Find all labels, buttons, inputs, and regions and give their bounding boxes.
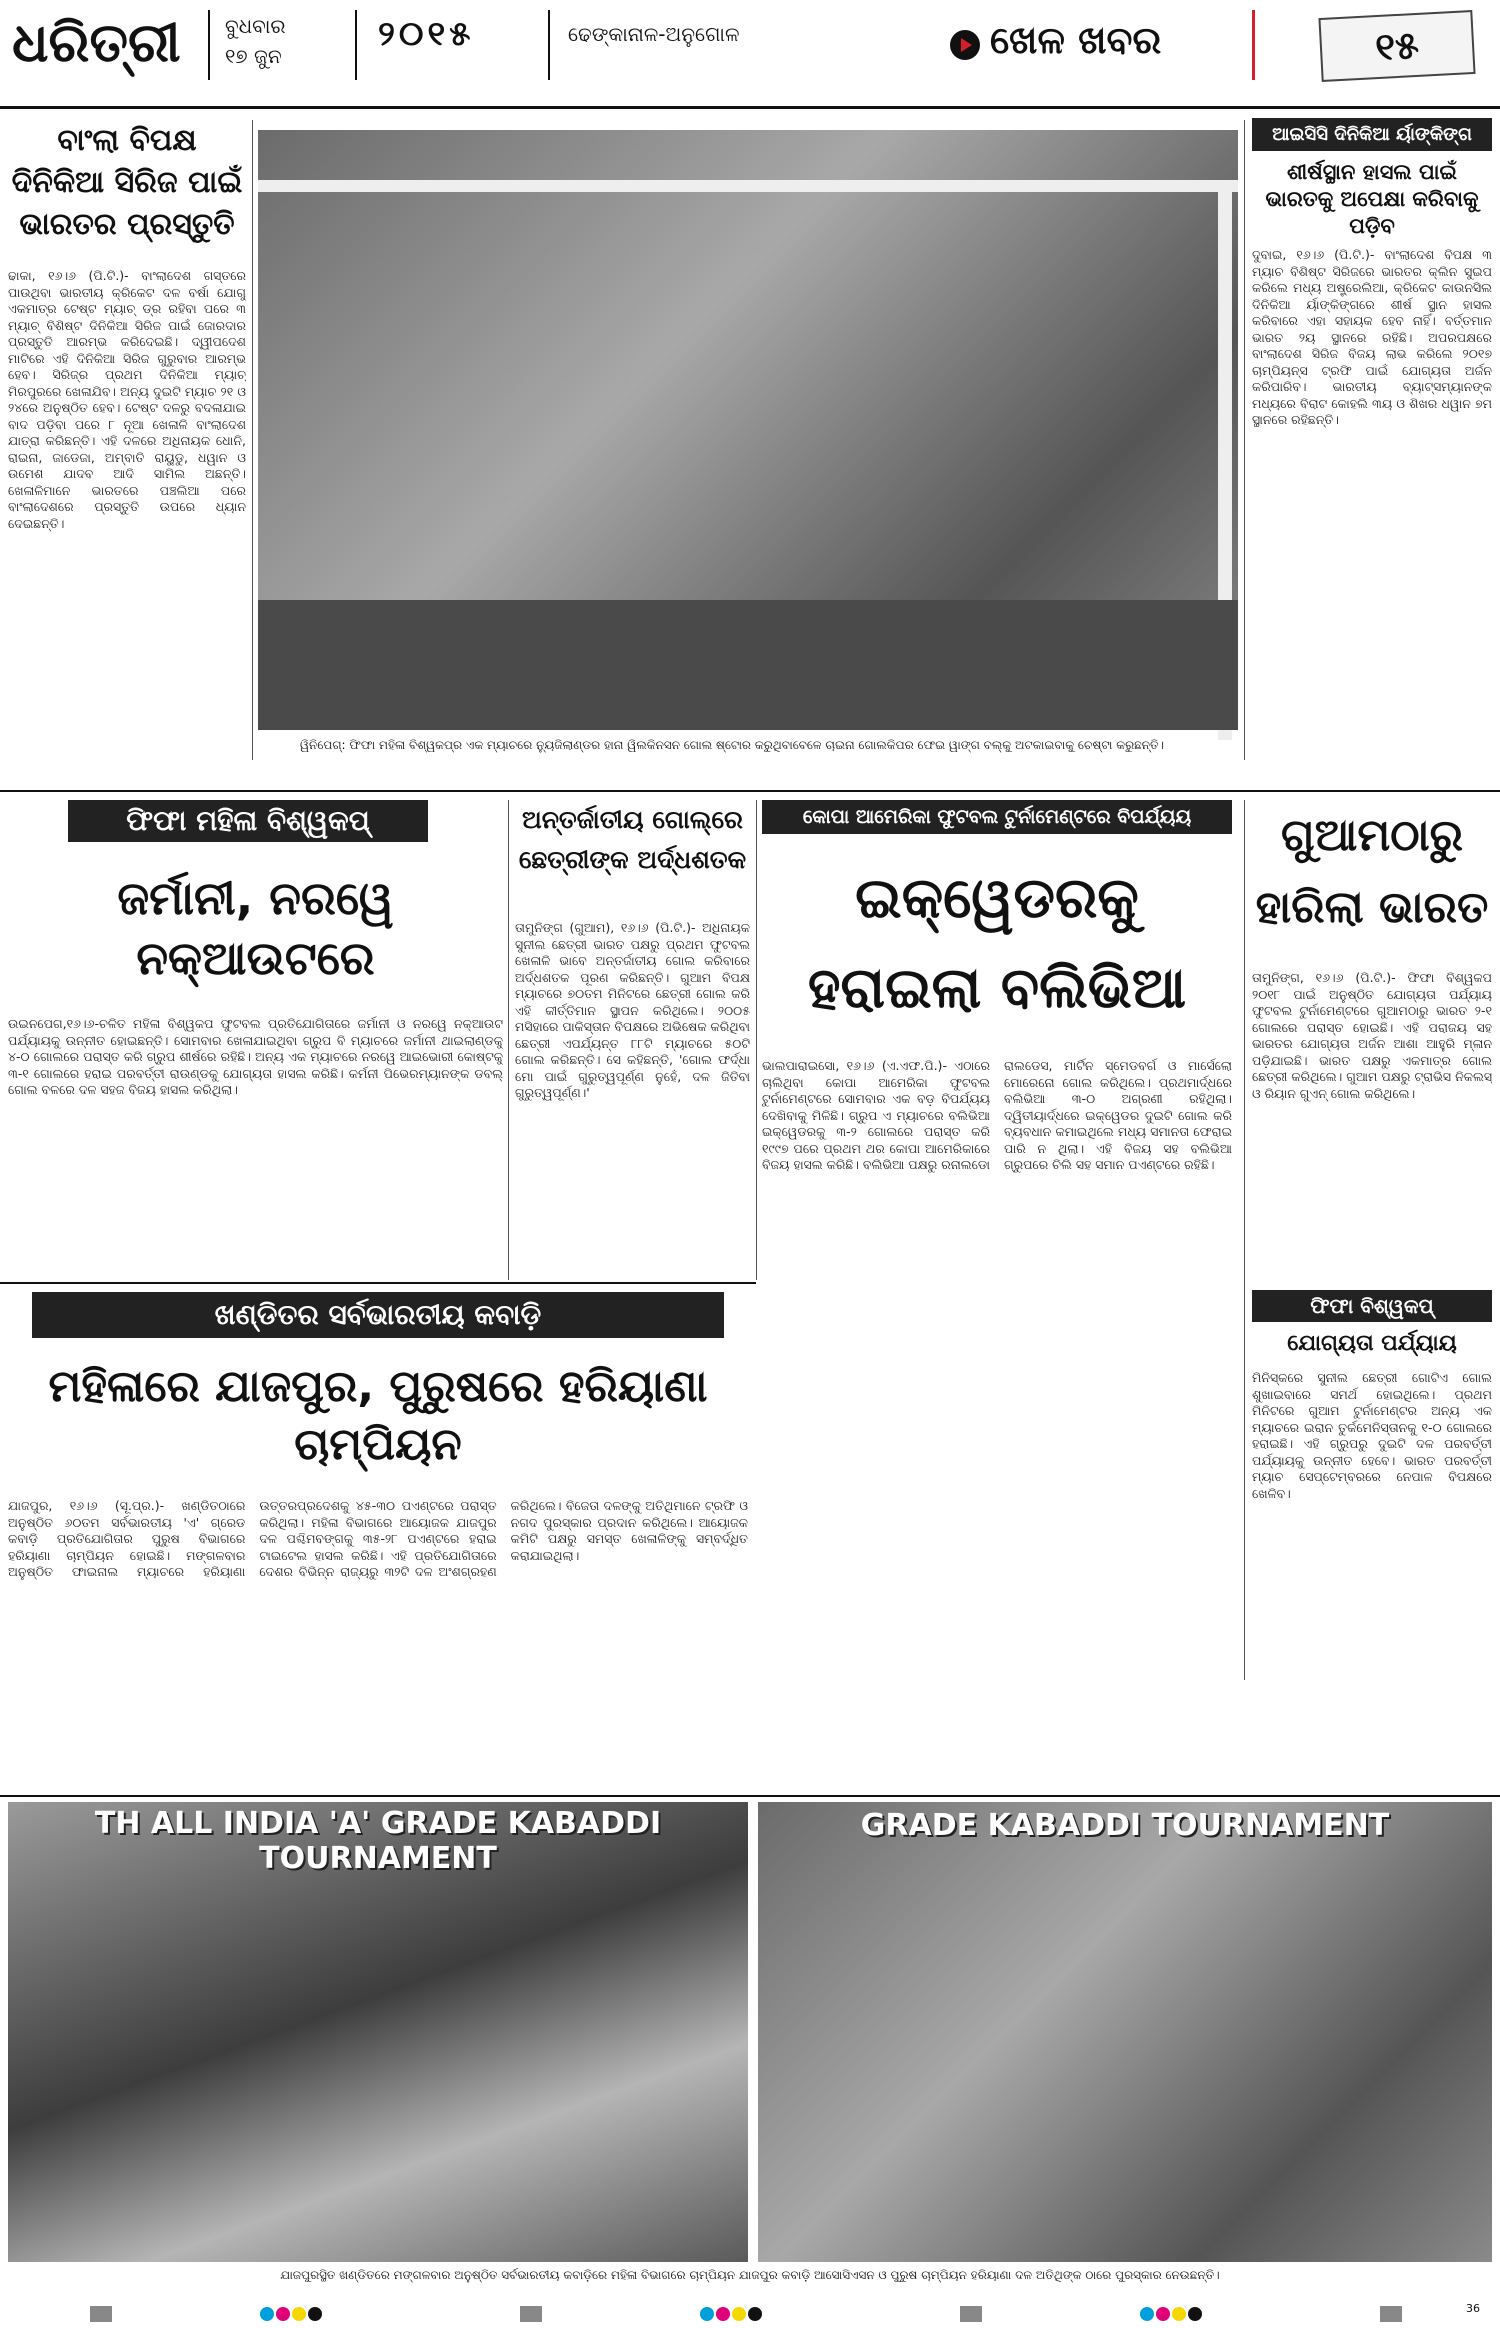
banner-text: GRADE KABADDI TOURNAMENT <box>860 1808 1390 1843</box>
story-icc <box>1252 118 1492 778</box>
photo-kabaddi-women <box>8 1802 748 2262</box>
article-body: ତାମୁନିଙ୍ଗ (ଗୁଆମ), ୧୬।୬ (ପି.ଟି.)- ଅଧିନାୟକ ସୁନୀଲ ଛେତ୍ରୀ ଭାରତ ପକ୍ଷରୁ ପ୍ରଥମ ଫୁଟବଲ ଖେଳାଳି ଭାବେ ଅନ୍ତର୍ଜାତୀୟ ଗୋଲ କରିବାରେ ଅର୍ଦ୍ଧଶତକ ପୂରଣ କରିଛନ୍ତି। ଗୁଆମ ବିପକ୍ଷ ମ୍ୟାଚରେ ୭୦ତମ ମିନିଟରେ ଛେତ୍ରୀ ଗୋଲ କରି ଏହି କୀର୍ତ୍ତିମାନ ସ୍ଥାପନ କରିଥିଲେ। ୨୦୦୫ ମସିହାରେ ପାକିସ୍ତାନ ବିପକ୍ଷରେ ଅଭିଷେକ କରିଥିବା ଛେତ୍ରୀ ଏପର୍ଯ୍ୟନ୍ତ ୮୮ଟି ମ୍ୟାଚରେ ୫୦ଟି ଗୋଲ କରିଛନ୍ତି। ସେ କହିଛନ୍ତି, 'ଗୋଲ ଫର୍ଦ୍ଧା ମୋ ପାଇଁ ଗୁରୁତ୍ୱପୂର୍ଣ୍ଣ ନୁହେଁ, ଦଳ ଜିତିବା ଗୁରୁତ୍ୱପୂର୍ଣ୍ଣ।' <box>515 920 750 1100</box>
goal-frame <box>258 180 1238 192</box>
section-name: ଖେଳ ଖବର <box>990 18 1162 62</box>
headline: ଶୀର୍ଷସ୍ଥାନ ହାସଲ ପାଇଁ ଭାରତକୁ ଅପେକ୍ଷା କରିବାକୁ ପଡ଼ିବ <box>1265 160 1479 238</box>
issue-day: ବୁଧବାର <box>225 14 286 38</box>
page-number: ୧୫ <box>1374 22 1420 70</box>
masthead <box>0 0 1500 100</box>
photo-caption: ୱିନିପେଗ୍: ଫିଫା ମହିଳା ବିଶ୍ୱକପ୍ର ଏକ ମ୍ୟାଚରେ ନ୍ୟୁଜିଲାଣ୍ଡର ହାନା ୱିଲକିନସନ ଗୋଲ ଷ୍ଟୋର କରୁଥିବାବେଳେ ଚାଇନା ଗୋଲକିପର ଫେଇ ୱାଙ୍ଗ ବଲ୍କୁ ଅଟକାଇବାକୁ ଚେଷ୍ଟା କରୁଛନ୍ତି। <box>300 738 1164 752</box>
story-fifa-qualifier <box>1252 1290 1492 1690</box>
headline: ଇକ୍ୱେଡରକୁ ହରାଇଲା ବଲିଭିଆ <box>807 866 1187 1021</box>
headline: ମହିଳାରେ ଯାଜପୁର, ପୁରୁଷରେ ହରିୟାଣା ଚାମ୍ପିୟନ <box>48 1361 708 1470</box>
headline: ବାଂଲା ବିପକ୍ଷ ଦିନିକିଆ ସିରିଜ ପାଇଁ ଭାରତର ପ୍ରସ୍ତୁତି <box>11 123 243 242</box>
kicker: ଫିଫା ମହିଳା ବିଶ୍ୱକପ୍ <box>68 800 428 842</box>
article-body: ଦୁବାଇ, ୧୬।୬ (ପି.ଟି.)- ବାଂଲାଦେଶ ବିପକ୍ଷ ୩ ମ୍ୟାଚ ବିଶିଷ୍ଟ ସିରିଜରେ ଭାରତର କ୍ଲିନ ସୁଇପ କରିଲେ ମଧ୍ୟ ଅଷ୍ଟ୍ରେଲିଆ, କ୍ରିକେଟ କାଉନସିଲ ଦିନିକିଆ ର୍ୟାଙ୍କିଙ୍ଗରେ ଶୀର୍ଷ ସ୍ଥାନ ହାସଲ କରିବାରେ ଏହା ସହାୟକ ହେବ ନାହିଁ। ବର୍ତ୍ତମାନ ଭାରତ ୨ୟ ସ୍ଥାନରେ ରହିଛି। ଅପରପକ୍ଷରେ ବାଂଲାଦେଶ ସିରିଜ ବିଜୟ ଲାଭ କରିଲେ ୨୦୧୭ ଚାମ୍ପିୟନ୍ସ ଟ୍ରଫି ପାଇଁ ଯୋଗ୍ୟତା ଅର୍ଜନ କରିପାରିବ। ଭାରତୀୟ ବ୍ୟାଟ୍ସମ୍ୟାନଙ୍କ ମଧ୍ୟରେ ବିରାଟ କୋହଲି ୩ୟ ଓ ଶିଖର ଧୱାନ ୭ମ ସ୍ଥାନରେ ରହିଛନ୍ତି। <box>1252 247 1492 427</box>
article-body: ଭାଲପାରାଇସୋ, ୧୬।୬ (ଏ.ଏଫ.ପି.)- ଏଠାରେ ଚାଲିଥିବା କୋପା ଆମେରିକା ଫୁଟବଲ ଟୁର୍ନାମେଣ୍ଟରେ ସୋମବାର ଏକ ବଡ଼ ବିପର୍ଯ୍ୟୟ ଦେଖିବାକୁ ମିଳିଛି। ଗ୍ରୁପ ଏ ମ୍ୟାଚରେ ବଲିଭିଆ ଇକ୍ୱେଡରକୁ ୩-୨ ଗୋଲରେ ପରାସ୍ତ କରି ୧୯୯୭ ପରେ ପ୍ରଥମ ଥର କୋପା ଆମେରିକାରେ ବିଜୟ ହାସଲ କରିଛି। ବଲିଭିଆ ପକ୍ଷରୁ ରନାଲଡୋ ରାଲଡେସ, ମାର୍ଟିନ ସ୍ମେଡବର୍ଗ ଓ ମାର୍ସେଲୋ ମୋରେନୋ ଗୋଲ କରିଥିଲେ। ପ୍ରଥମାର୍ଦ୍ଧରେ ବଲିଭିଆ ୩-୦ ଅଗ୍ରଣୀ ରହିଥିଲା। ଦ୍ୱିତୀୟାର୍ଦ୍ଧରେ ଇକ୍ୱେଡର ଦୁଇଟି ଗୋଲ କରି ବ୍ୟବଧାନ କମାଇଥିଲେ ମଧ୍ୟ ସମାନତା ଫେରାଇ ପାରି ନ ଥିଲା। ଏହି ବିଜୟ ସହ ବଲିଭିଆ ଗ୍ରୁପରେ ଚିଲି ସହ ସମାନ ପଏଣ୍ଟରେ ରହିଛି। <box>762 1058 1232 1172</box>
story-bangla <box>8 120 246 770</box>
kicker: ଖଣ୍ଡିତର ସର୍ବଭାରତୀୟ କବାଡ଼ି <box>32 1292 724 1338</box>
pitch <box>258 600 1238 730</box>
play-icon <box>950 30 980 60</box>
issue-date: ୧୭ ଜୁନ <box>225 44 282 68</box>
photo-women-world-cup <box>258 130 1238 730</box>
headline: ଜର୍ମାନୀ, ନରୱେ ନକ୍ଆଉଟରେ <box>117 871 394 985</box>
black-mark <box>308 2307 322 2321</box>
article-body: ମିନିସ୍କରେ ସୁନୀଲ ଛେତ୍ରୀ ଗୋଟିଏ ଗୋଲ ଶୁଖାଇବାରେ ସମର୍ଥ ହୋଇଥିଲେ। ପ୍ରଥମ ମିନିଟରେ ଗୁଆମ ଟୁର୍ନାମେଣ୍ଟର ଅନ୍ୟ ଏକ ମ୍ୟାଚରେ ଇରାନ ତୁର୍କମେନିସ୍ତାନକୁ ୧-୦ ଗୋଲରେ ହରାଇଛି। ଏହି ଗ୍ରୁପରୁ ଦୁଇଟି ଦଳ ପରବର୍ତ୍ତୀ ପର୍ଯ୍ୟାୟକୁ ଉନ୍ନୀତ ହେବେ। ଭାରତ ପରବର୍ତ୍ତୀ ମ୍ୟାଚ ସେପ୍ଟେମ୍ବରରେ ନେପାଳ ବିପକ୍ଷରେ ଖେଳିବ। <box>1252 1370 1492 1501</box>
issue-year: ୨୦୧୫ <box>378 14 475 54</box>
photo-kabaddi-men <box>758 1802 1492 2262</box>
headline: ଅନ୍ତର୍ଜାତୀୟ ଗୋଲ୍ରେ ଛେତ୍ରୀଙ୍କ ଅର୍ଦ୍ଧଶତକ <box>518 805 747 874</box>
page-number-box <box>1318 10 1475 82</box>
cyan-mark <box>260 2307 274 2321</box>
headline: ଯୋଗ୍ୟତା ପର୍ଯ୍ୟାୟ <box>1287 1331 1457 1356</box>
story-guam <box>1252 800 1492 1280</box>
story-germany <box>8 800 503 1270</box>
folio: 36 <box>1466 2302 1480 2315</box>
article-body: ଯାଜପୁର, ୧୬।୬ (ସୂ.ପ୍ର.)- ଖଣ୍ଡିତଠାରେ ଅନୁଷ୍ଠିତ ୬୦ତମ ସର୍ବଭାରତୀୟ 'ଏ' ଗ୍ରେଡ କବାଡ଼ି ପ୍ରତିଯୋଗିତାର ପୁରୁଷ ବିଭାଗରେ ହରିୟାଣା ଚାମ୍ପିୟନ ହୋଇଛି। ମଙ୍ଗଳବାର ଅନୁଷ୍ଠିତ ଫାଇନାଲ ମ୍ୟାଚରେ ହରିୟାଣା ଉତ୍ତରପ୍ରଦେଶକୁ ୪୫-୩୦ ପଏଣ୍ଟରେ ପରାସ୍ତ କରିଥିଲା। ମହିଳା ବିଭାଗରେ ଆୟୋଜକ ଯାଜପୁର ଦଳ ପଶ୍ଚିମବଙ୍ଗକୁ ୩୫-୨୮ ପଏଣ୍ଟରେ ହରାଇ ଟାଇଟେଲ ହାସଲ କରିଛି। ଏହି ପ୍ରତିଯୋଗିତାରେ ଦେଶର ବିଭିନ୍ନ ରାଜ୍ୟରୁ ୩୨ଟି ଦଳ ଅଂଶଗ୍ରହଣ କରିଥିଲେ। ବିଜେତା ଦଳଙ୍କୁ ଅତିଥିମାନେ ଟ୍ରଫି ଓ ନଗଦ ପୁରସ୍କାର ପ୍ରଦାନ କରିଥିଲେ। ଆୟୋଜକ କମିଟି ପକ୍ଷରୁ ସମସ୍ତ ଖେଳାଳିଙ୍କୁ ସମ୍ବର୍ଦ୍ଧିତ କରାଯାଇଥିଲା। <box>8 1498 748 1579</box>
story-copa <box>762 800 1232 1680</box>
magenta-mark <box>276 2307 290 2321</box>
kabaddi-photo-caption: ଯାଜପୁରସ୍ଥିତ ଖଣ୍ଡିତରେ ମଙ୍ଗଳବାର ଅନୁଷ୍ଠିତ ସର୍ବଭାରତୀୟ କବାଡ଼ିରେ ମହିଳା ବିଭାଗରେ ଚାମ୍ପିୟନ ଯାଜପୁର କବାଡ଼ି ଆସୋସିଏସନ ଓ ପୁରୁଷ ଚାମ୍ପିୟନ ହରିୟାଣା ଦଳ ଅତିଥିଙ୍କ ଠାରେ ପୁରସ୍କାର ନେଉଛନ୍ତି। <box>280 2268 1220 2282</box>
kicker: ଆଇସିସି ଦିନିକିଆ ର୍ୟାଙ୍କିଙ୍ଗ <box>1252 118 1492 151</box>
article-body: ତାମୁନିଙ୍ଗ, ୧୬।୬ (ପି.ଟି.)- ଫିଫା ବିଶ୍ୱକପ ୨୦୧୮ ପାଇଁ ଅନୁଷ୍ଠିତ ଯୋଗ୍ୟତା ପର୍ଯ୍ୟାୟ ଫୁଟବଲ ଟୁର୍ନାମେଣ୍ଟରେ ଗୁଆମଠାରୁ ଭାରତ ୨-୧ ଗୋଲରେ ପରାସ୍ତ ହୋଇଛି। ଏହି ପରାଜୟ ସହ ଭାରତର ଯୋଗ୍ୟତା ଅର୍ଜନ ଆଶା ଆହୁରି ମ୍ଳାନ ପଡ଼ିଯାଇଛି। ଭାରତ ପକ୍ଷରୁ ଏକମାତ୍ର ଗୋଲ ଛେତ୍ରୀ କରିଥିଲେ। ଗୁଆମ ପକ୍ଷରୁ ଟ୍ରାଭିସ ନିକଲସ୍ ଓ ରିୟାନ ଗୁଏନ୍ ଗୋଲ କରିଥିଲେ। <box>1252 970 1492 1101</box>
article-body: ଉଇନପେଗ,୧୬।୬-ଚଳିତ ମହିଳା ବିଶ୍ୱକପ ଫୁଟବଲ ପ୍ରତିଯୋଗିତାରେ ଜର୍ମାନୀ ଓ ନରୱେ ନକ୍ଆଉଟ ପର୍ଯ୍ୟାୟକୁ ଉନ୍ନୀତ ହୋଇଛନ୍ତି। ସୋମବାର ଖେଳାଯାଇଥିବା ଗ୍ରୁପ ବି ମ୍ୟାଚରେ ଜର୍ମାନୀ ଥାଇଲାଣ୍ଡକୁ ୪-୦ ଗୋଲରେ ପରାସ୍ତ କରି ଗ୍ରୁପ ଶୀର୍ଷରେ ରହିଛି। ଅନ୍ୟ ଏକ ମ୍ୟାଚରେ ନରୱେ ଆଇଭୋରୀ କୋଷ୍ଟକୁ ୩-୧ ଗୋଲରେ ହରାଇ ପରବର୍ତ୍ତୀ ରାଉଣ୍ଡକୁ ଯୋଗ୍ୟତା ହାସଲ କରିଛି। କର୍ମନୀ ପିଭେରମ୍ୟାନଙ୍କ ଡବଲ୍ ଗୋଲ ବଳରେ ଦଳ ସହଜ ବିଜୟ ହାସଲ କରିଥିଲା। <box>8 1016 503 1097</box>
edition: ଢେଙ୍କାନାଳ-ଅନୁଗୋଳ <box>568 22 740 46</box>
kicker: କୋପା ଆମେରିକା ଫୁଟବଲ ଟୁର୍ନାମେଣ୍ଟରେ ବିପର୍ଯ୍ୟୟ <box>762 800 1232 834</box>
banner-text: TH ALL INDIA 'A' GRADE KABADDI TOURNAMENT <box>94 1806 662 1876</box>
registration-marks <box>0 2300 1500 2328</box>
article-body: ଢାକା, ୧୬।୬ (ପି.ଟି.)- ବାଂଲାଦେଶ ଗସ୍ତରେ ପାଉଥିବା ଭାରତୀୟ କ୍ରିକେଟ ଦଳ ବର୍ଷା ଯୋଗୁ ଏକମାତ୍ର ଟେଷ୍ଟ ମ୍ୟାଚ୍ ଡ୍ର ରହିବା ପରେ ୩ ମ୍ୟାଚ୍ ବିଶିଷ୍ଟ ଦିନିକିଆ ସିରିଜ ପାଇଁ ଜୋରଦାର ପ୍ରସ୍ତୁତି ଆରମ୍ଭ କରିଦେଇଛି। ଦ୍ୱୀପଦେଶ ମାଟିରେ ଏହି ଦିନିକିଆ ସିରିଜ ଗୁରୁବାର ଆରମ୍ଭ ହେବ। ସିରିଜ୍ର ପ୍ରଥମ ଦିନିକିଆ ମ୍ୟାଚ୍ ମିରପୁରରେ ଖେଳାଯିବ। ଅନ୍ୟ ଦୁଇଟି ମ୍ୟାଚ ୨୧ ଓ ୨୪ରେ ଅନୁଷ୍ଠିତ ହେବ। ଟେଷ୍ଟ ଦଳରୁ ବଦଳାଯାଇ ବାଦ ପଡ଼ିବା ପରେ ୮ ନୂଆ ଖେଳାଳି ବାଂଲାଦେଶ ଯାତ୍ରା କରିଛନ୍ତି। ଏହି ଦଳରେ ଅଧିନାୟକ ଧୋନି, ରାଇନା, ଜାଡେଜା, ଅମ୍ବାତି ରାୟୁଡୁ, ଧୱାନ ଓ ଉମେଶ ଯାଦବ ଆଦି ସାମିଲ ଅଛନ୍ତି। ଖେଳାଳିମାନେ ଭାରତରେ ପଞ୍ଚଲିଆ ପରେ ବାଂଲାଦେଶରେ ପ୍ରସ୍ତୁତି ଉପରେ ଧ୍ୟାନ ଦେଇଛନ୍ତି। <box>8 268 246 531</box>
story-kabaddi <box>8 1292 748 1772</box>
logo: ଧରିତ୍ରୀ <box>12 10 181 74</box>
headline: ଗୁଆମଠାରୁ ହାରିଲା ଭାରତ <box>1255 810 1489 933</box>
story-chhetri <box>515 800 750 1280</box>
kicker: ଫିଫା ବିଶ୍ୱକପ୍ <box>1252 1290 1492 1322</box>
yellow-mark <box>292 2307 306 2321</box>
